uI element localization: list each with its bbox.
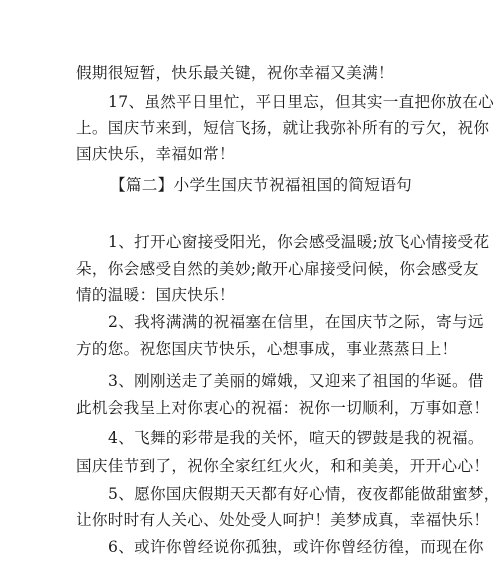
text-line: 2、我将满满的祝福塞在信里，在国庆节之际，寄与远: [108, 313, 484, 331]
text-line: 上。国庆节来到，短信飞扬，就让我弥补所有的亏欠，祝你: [76, 119, 490, 137]
text-line: 让你时时有人关心、处处受人呵护！美梦成真，幸福快乐！: [76, 511, 490, 529]
text-line: 5、愿你国庆假期天天都有好心情，夜夜都能做甜蜜梦，: [108, 485, 500, 503]
text-line: 4、飞舞的彩带是我的关怀，喧天的锣鼓是我的祝福。: [108, 429, 484, 447]
text-line: 3、刚刚送走了美丽的嫦娥，又迎来了祖国的华诞。借: [108, 372, 484, 390]
text-line: 6、或许你曾经说你孤独，或许你曾经彷徨，而现在你: [108, 538, 484, 556]
text-line: 国庆快乐，幸福如常！: [76, 145, 235, 163]
text-line: 方的您。祝您国庆节快乐，心想事成，事业蒸蒸日上！: [76, 340, 458, 358]
section-heading: 【篇二】小学生国庆节祝福祖国的简短语句: [110, 176, 412, 194]
text-line: 此机会我呈上对你衷心的祝福：祝你一切顺利，万事如意！: [76, 399, 490, 417]
text-line: 1、打开心窗接受阳光，你会感受温暖;放飞心情接受花: [108, 233, 490, 251]
text-line: 朵，你会感受自然的美妙;敞开心扉接受问候，你会感受友: [76, 260, 479, 278]
text-line: 国庆佳节到了，祝你全家红红火火，和和美美，开开心心！: [76, 457, 490, 475]
text-line: 17、虽然平日里忙，平日里忘，但其实一直把你放在心: [108, 93, 494, 111]
text-line: 情的温暖：国庆快乐！: [76, 286, 235, 304]
text-line: 假期很短暂，快乐最关键，祝你幸福又美满！: [76, 64, 394, 82]
